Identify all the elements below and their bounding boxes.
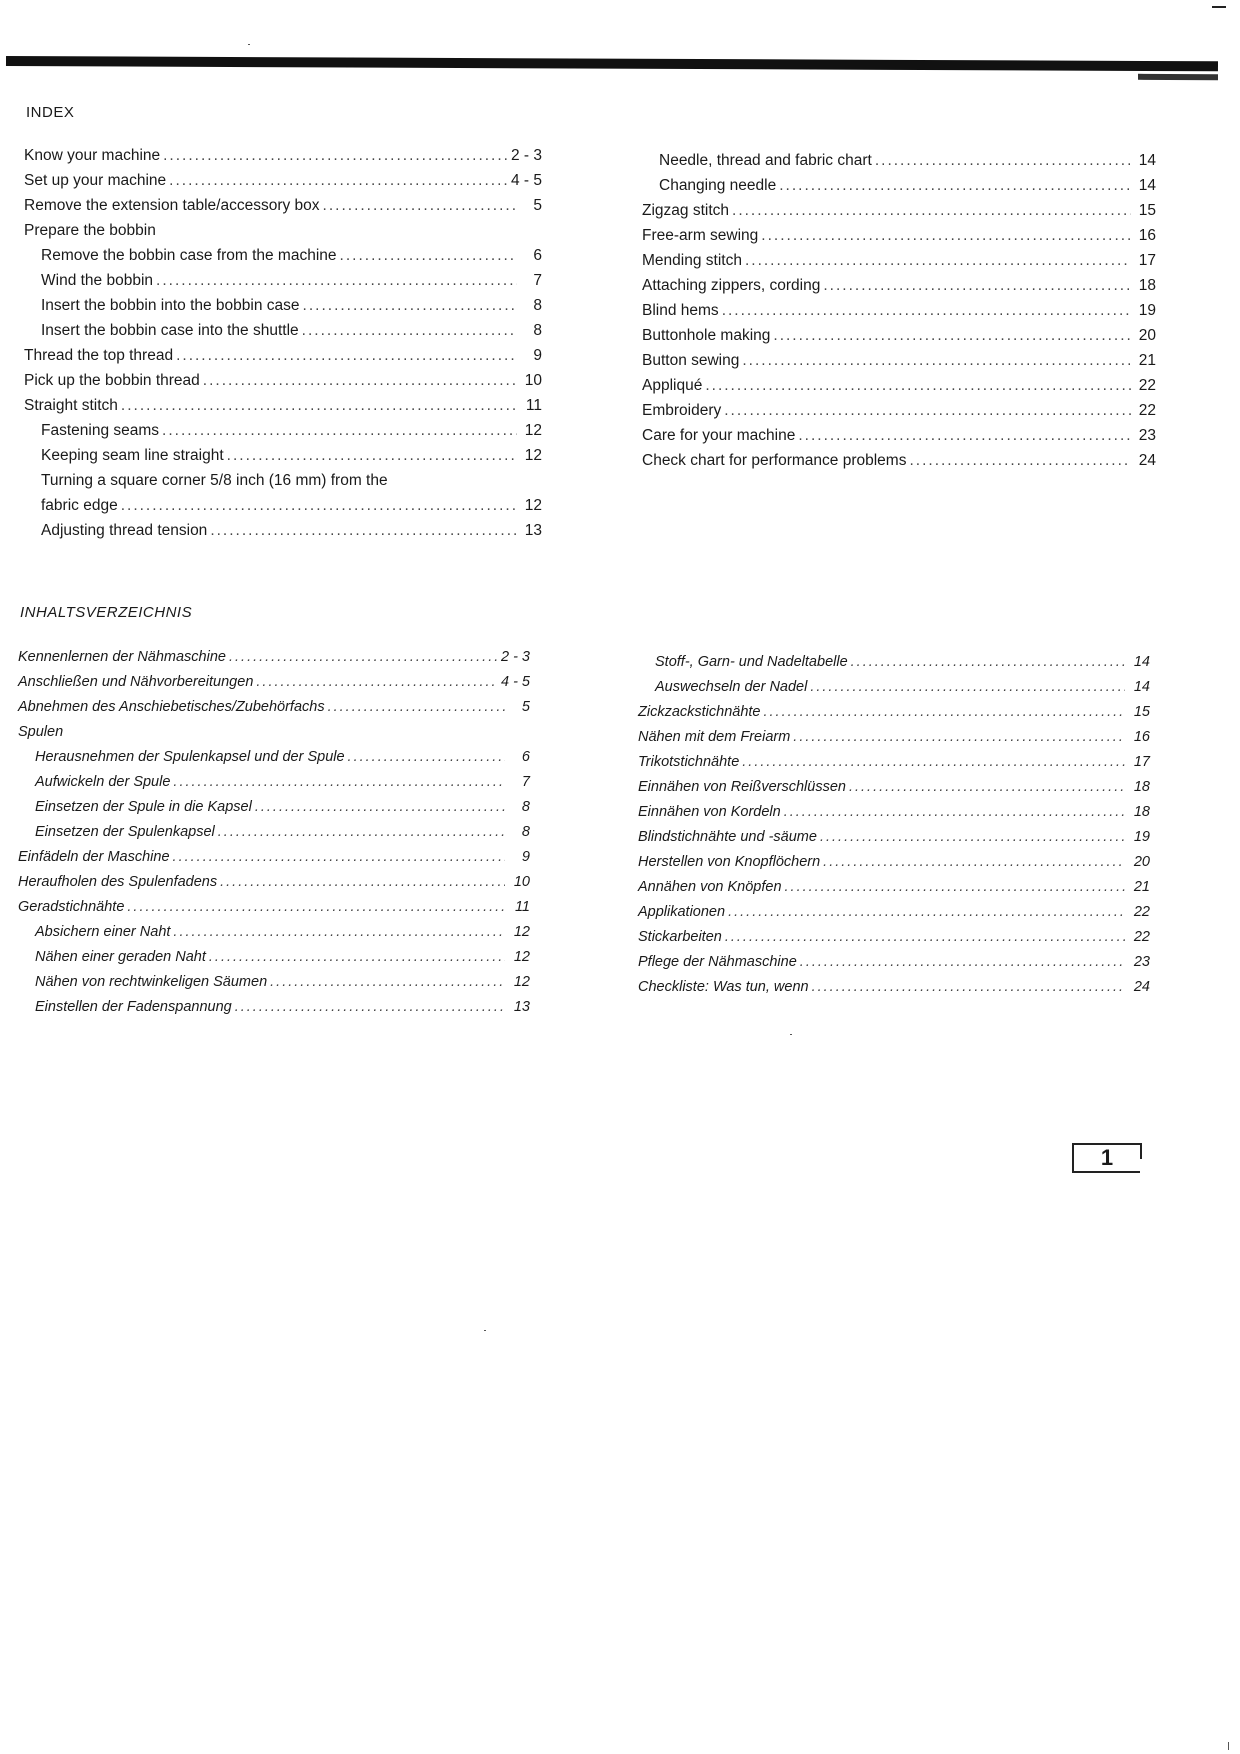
index-entry-page: 9 xyxy=(521,849,530,865)
dot-leader xyxy=(724,398,1131,423)
index-entry-title: Know your machine xyxy=(24,147,161,164)
dot-leader xyxy=(173,845,505,870)
index-entry xyxy=(638,700,1150,725)
index-entry xyxy=(642,373,1156,398)
index-entry-title: Embroidery xyxy=(642,402,722,419)
dot-leader xyxy=(255,795,505,820)
scan-speck xyxy=(1228,1742,1229,1750)
dot-leader xyxy=(812,975,1125,1000)
english-index-left-column xyxy=(24,143,542,543)
index-entry-title: Adjusting thread tension xyxy=(41,522,208,539)
index-entry-page: 9 xyxy=(533,347,542,364)
index-entry xyxy=(24,418,542,443)
index-entry xyxy=(642,223,1156,248)
index-entry-title: Einfädeln der Maschine xyxy=(18,849,170,865)
index-entry xyxy=(18,720,530,745)
dot-leader xyxy=(909,448,1131,473)
index-entry xyxy=(18,670,530,695)
dot-leader xyxy=(227,443,517,468)
index-entry xyxy=(24,168,542,193)
index-entry-page: 15 xyxy=(1138,202,1156,219)
index-entry-title: Spulen xyxy=(18,724,64,740)
index-entry xyxy=(642,198,1156,223)
dot-leader xyxy=(764,700,1126,725)
index-entry xyxy=(18,995,530,1020)
index-entry xyxy=(24,518,542,543)
index-entry-page: 14 xyxy=(1138,177,1156,194)
index-entry-page: 10 xyxy=(524,372,542,389)
index-entry-page: 8 xyxy=(533,322,542,339)
index-entry-title: Applikationen xyxy=(638,904,726,920)
index-entry xyxy=(638,900,1150,925)
index-entry xyxy=(18,770,530,795)
index-entry-title: Anschließen und Nähvorbereitungen xyxy=(18,674,254,690)
dot-leader xyxy=(303,293,517,318)
index-entry-page: 18 xyxy=(1133,804,1150,820)
index-entry-title: Pick up the bobbin thread xyxy=(24,372,200,389)
index-entry-page: 5 xyxy=(533,197,542,214)
index-entry xyxy=(642,348,1156,373)
index-entry-page: 16 xyxy=(1133,729,1150,745)
index-heading-english: INDEX xyxy=(26,104,75,121)
dot-leader xyxy=(162,418,517,443)
index-entry-title: Einsetzen der Spule in die Kapsel xyxy=(35,799,252,815)
index-entry-page: 14 xyxy=(1133,679,1150,695)
page-number-box xyxy=(1072,1143,1140,1173)
index-entry xyxy=(24,268,542,293)
index-entry-page: 24 xyxy=(1138,452,1156,469)
dot-leader xyxy=(203,368,517,393)
index-entry xyxy=(642,448,1156,473)
index-entry xyxy=(638,850,1150,875)
index-entry xyxy=(18,945,530,970)
index-entry-title: Herstellen von Knopflöchern xyxy=(638,854,821,870)
index-entry xyxy=(642,323,1156,348)
index-entry xyxy=(638,875,1150,900)
index-entry xyxy=(638,725,1150,750)
index-entry-title: Einstellen der Fadenspannung xyxy=(35,999,232,1015)
index-entry-title: Trikotstichnähte xyxy=(638,754,740,770)
index-entry-page: 22 xyxy=(1138,402,1156,419)
index-entry-title: Nähen mit dem Freiarm xyxy=(638,729,791,745)
corner-mark xyxy=(1212,6,1226,8)
index-entry-page: 12 xyxy=(524,447,542,464)
header-rule-tail xyxy=(1138,74,1218,80)
dot-leader xyxy=(173,770,505,795)
index-entry-page: 22 xyxy=(1133,904,1150,920)
index-entry xyxy=(18,895,530,920)
dot-leader xyxy=(348,745,505,770)
index-entry xyxy=(638,650,1150,675)
index-entry xyxy=(638,975,1150,1000)
dot-leader xyxy=(163,143,508,168)
index-entry-title: Blindstichnähte und -säume xyxy=(638,829,817,845)
dot-leader xyxy=(156,268,517,293)
index-entry-title: Annähen von Knöpfen xyxy=(638,879,782,895)
dot-leader xyxy=(340,243,517,268)
index-entry-title: Remove the extension table/accessory box xyxy=(24,197,320,214)
dot-leader xyxy=(849,775,1125,800)
dot-leader xyxy=(773,323,1131,348)
index-entry-title: Einnähen von Kordeln xyxy=(638,804,781,820)
index-entry-page: 11 xyxy=(525,397,542,414)
index-entry xyxy=(642,173,1156,198)
index-entry-title: Stoff-, Garn- und Nadeltabelle xyxy=(655,654,848,670)
dot-leader xyxy=(820,825,1125,850)
dot-leader xyxy=(798,423,1131,448)
index-entry xyxy=(24,493,542,518)
index-entry xyxy=(638,800,1150,825)
dot-leader xyxy=(169,168,508,193)
index-entry-title: Keeping seam line straight xyxy=(41,447,224,464)
index-entry-page: 12 xyxy=(524,422,542,439)
index-entry-page: 19 xyxy=(1133,829,1150,845)
index-entry xyxy=(18,845,530,870)
dot-leader xyxy=(728,900,1125,925)
dot-leader xyxy=(823,850,1125,875)
index-entry xyxy=(24,343,542,368)
index-heading-german: INHALTSVERZEICHNIS xyxy=(20,604,193,621)
index-entry-page: 4 - 5 xyxy=(510,172,542,189)
index-entry xyxy=(642,148,1156,173)
page-number: 1 xyxy=(1100,1145,1114,1170)
index-entry-title: Geradstichnähte xyxy=(18,899,125,915)
header-rule xyxy=(6,56,1218,71)
index-entry xyxy=(18,920,530,945)
dot-leader xyxy=(323,193,517,218)
index-entry-page: 15 xyxy=(1133,704,1150,720)
index-entry-title: Attaching zippers, cording xyxy=(642,277,821,294)
dot-leader xyxy=(302,318,517,343)
dot-leader xyxy=(328,695,505,720)
index-entry-page: 2 - 3 xyxy=(510,147,542,164)
index-entry xyxy=(24,468,542,493)
index-entry-page: 13 xyxy=(524,522,542,539)
index-entry xyxy=(18,695,530,720)
index-entry-title: Prepare the bobbin xyxy=(24,222,156,239)
index-entry-page: 4 - 5 xyxy=(500,674,530,690)
index-entry-title: Absichern einer Naht xyxy=(35,924,171,940)
dot-leader xyxy=(851,650,1125,675)
index-entry-title: Wind the bobbin xyxy=(41,272,154,289)
dot-leader xyxy=(270,970,505,995)
index-entry xyxy=(642,398,1156,423)
dot-leader xyxy=(209,945,505,970)
index-entry xyxy=(638,675,1150,700)
dot-leader xyxy=(742,750,1125,775)
dot-leader xyxy=(793,725,1125,750)
index-entry-title: Appliqué xyxy=(642,377,703,394)
index-entry-page: 23 xyxy=(1138,427,1156,444)
index-entry xyxy=(638,925,1150,950)
index-entry-title: Care for your machine xyxy=(642,427,796,444)
index-entry xyxy=(18,970,530,995)
index-entry xyxy=(638,775,1150,800)
index-entry-page: 14 xyxy=(1133,654,1150,670)
index-entry-title: Button sewing xyxy=(642,352,740,369)
dot-leader xyxy=(229,645,498,670)
index-entry xyxy=(24,243,542,268)
index-entry-title: Straight stitch xyxy=(24,397,118,414)
index-entry xyxy=(24,393,542,418)
index-entry-page: 7 xyxy=(521,774,530,790)
index-entry xyxy=(18,745,530,770)
index-entry xyxy=(642,423,1156,448)
index-entry xyxy=(638,950,1150,975)
dot-leader xyxy=(121,493,517,518)
index-entry-title: Nähen einer geraden Naht xyxy=(35,949,206,965)
scan-speck xyxy=(484,1330,486,1331)
index-entry xyxy=(24,368,542,393)
index-entry xyxy=(642,248,1156,273)
index-entry-page: 7 xyxy=(533,272,542,289)
index-entry-title: Needle, thread and fabric chart xyxy=(659,152,872,169)
german-index-left-column xyxy=(18,645,530,1020)
dot-leader xyxy=(176,343,517,368)
index-entry-page: 24 xyxy=(1133,979,1150,995)
index-entry-page: 16 xyxy=(1138,227,1156,244)
index-entry-page: 21 xyxy=(1138,352,1156,369)
index-entry xyxy=(24,318,542,343)
index-entry-title: Kennenlernen der Nähmaschine xyxy=(18,649,226,665)
index-entry-page: 20 xyxy=(1133,854,1150,870)
index-entry-page: 22 xyxy=(1133,929,1150,945)
index-entry-page: 5 xyxy=(521,699,530,715)
dot-leader xyxy=(732,198,1131,223)
english-index-right-column xyxy=(642,148,1156,473)
dot-leader xyxy=(210,518,517,543)
index-entry-title: Stickarbeiten xyxy=(638,929,722,945)
dot-leader xyxy=(875,148,1131,173)
index-entry-title: Blind hems xyxy=(642,302,719,319)
index-entry-title: Fastening seams xyxy=(41,422,160,439)
index-entry xyxy=(24,143,542,168)
index-entry-page: 2 - 3 xyxy=(500,649,530,665)
index-entry-title: Checkliste: Was tun, wenn xyxy=(638,979,809,995)
index-entry-page: 8 xyxy=(533,297,542,314)
index-entry-page: 14 xyxy=(1138,152,1156,169)
dot-leader xyxy=(745,248,1131,273)
index-entry xyxy=(24,218,542,243)
index-entry-title: Set up your machine xyxy=(24,172,167,189)
index-entry-page: 22 xyxy=(1138,377,1156,394)
index-entry-page: 8 xyxy=(521,824,530,840)
index-entry-title: Zickzackstichnähte xyxy=(638,704,761,720)
dot-leader xyxy=(725,925,1125,950)
dot-leader xyxy=(173,920,505,945)
dot-leader xyxy=(235,995,505,1020)
index-entry-page: 19 xyxy=(1138,302,1156,319)
index-entry xyxy=(642,273,1156,298)
index-entry-page: 18 xyxy=(1133,779,1150,795)
index-entry-title: Mending stitch xyxy=(642,252,742,269)
dot-leader xyxy=(127,895,505,920)
index-entry-title: Turning a square corner 5/8 inch (16 mm) from the xyxy=(41,472,388,489)
scan-speck xyxy=(790,1034,792,1035)
index-entry xyxy=(24,443,542,468)
index-entry xyxy=(18,645,530,670)
dot-leader xyxy=(121,393,517,418)
index-entry xyxy=(24,293,542,318)
index-entry-page: 6 xyxy=(533,247,542,264)
dot-leader xyxy=(823,273,1131,298)
index-entry-page: 17 xyxy=(1138,252,1156,269)
index-entry-title: Free-arm sewing xyxy=(642,227,759,244)
index-entry-page: 13 xyxy=(513,999,530,1015)
index-entry-title: Zigzag stitch xyxy=(642,202,730,219)
index-entry-title: fabric edge xyxy=(41,497,118,514)
index-entry-page: 21 xyxy=(1133,879,1150,895)
index-entry-title: Pflege der Nähmaschine xyxy=(638,954,797,970)
index-entry-page: 20 xyxy=(1138,327,1156,344)
index-entry-title: Buttonhole making xyxy=(642,327,771,344)
index-entry-title: Abnehmen des Anschiebetisches/Zubehörfachs xyxy=(18,699,325,715)
index-entry-title: Heraufholen des Spulenfadens xyxy=(18,874,218,890)
index-entry-title: Check chart for performance problems xyxy=(642,452,907,469)
index-entry-page: 18 xyxy=(1138,277,1156,294)
index-entry xyxy=(642,298,1156,323)
index-entry xyxy=(24,193,542,218)
index-entry-page: 11 xyxy=(514,899,530,915)
dot-leader xyxy=(784,800,1125,825)
index-entry-page: 8 xyxy=(521,799,530,815)
index-entry xyxy=(638,825,1150,850)
dot-leader xyxy=(722,298,1131,323)
dot-leader xyxy=(761,223,1131,248)
index-entry-title: Insert the bobbin case into the shuttle xyxy=(41,322,299,339)
dot-leader xyxy=(220,870,505,895)
dot-leader xyxy=(779,173,1131,198)
index-entry-page: 12 xyxy=(524,497,542,514)
dot-leader xyxy=(800,950,1125,975)
index-entry-title: Herausnehmen der Spulenkapsel und der Spule xyxy=(35,749,345,765)
index-entry-title: Aufwickeln der Spule xyxy=(35,774,171,790)
index-entry-page: 12 xyxy=(513,949,530,965)
index-entry-page: 23 xyxy=(1133,954,1150,970)
index-entry xyxy=(18,870,530,895)
dot-leader xyxy=(705,373,1131,398)
index-entry xyxy=(18,795,530,820)
index-entry xyxy=(638,750,1150,775)
index-entry-page: 6 xyxy=(521,749,530,765)
index-entry-title: Insert the bobbin into the bobbin case xyxy=(41,297,300,314)
index-entry-title: Einsetzen der Spulenkapsel xyxy=(35,824,215,840)
index-entry-title: Thread the top thread xyxy=(24,347,174,364)
index-entry xyxy=(18,820,530,845)
dot-leader xyxy=(810,675,1125,700)
dot-leader xyxy=(742,348,1131,373)
index-entry-title: Auswechseln der Nadel xyxy=(655,679,808,695)
scan-speck xyxy=(248,44,250,45)
index-entry-page: 12 xyxy=(513,924,530,940)
dot-leader xyxy=(218,820,505,845)
german-index-right-column xyxy=(638,650,1150,1000)
index-entry-page: 10 xyxy=(513,874,530,890)
index-entry-title: Einnähen von Reißverschlüssen xyxy=(638,779,846,795)
index-entry-page: 12 xyxy=(513,974,530,990)
index-entry-title: Nähen von rechtwinkeligen Säumen xyxy=(35,974,268,990)
dot-leader xyxy=(256,670,498,695)
index-entry-title: Changing needle xyxy=(659,177,777,194)
dot-leader xyxy=(785,875,1125,900)
index-entry-page: 17 xyxy=(1133,754,1150,770)
index-entry-title: Remove the bobbin case from the machine xyxy=(41,247,337,264)
